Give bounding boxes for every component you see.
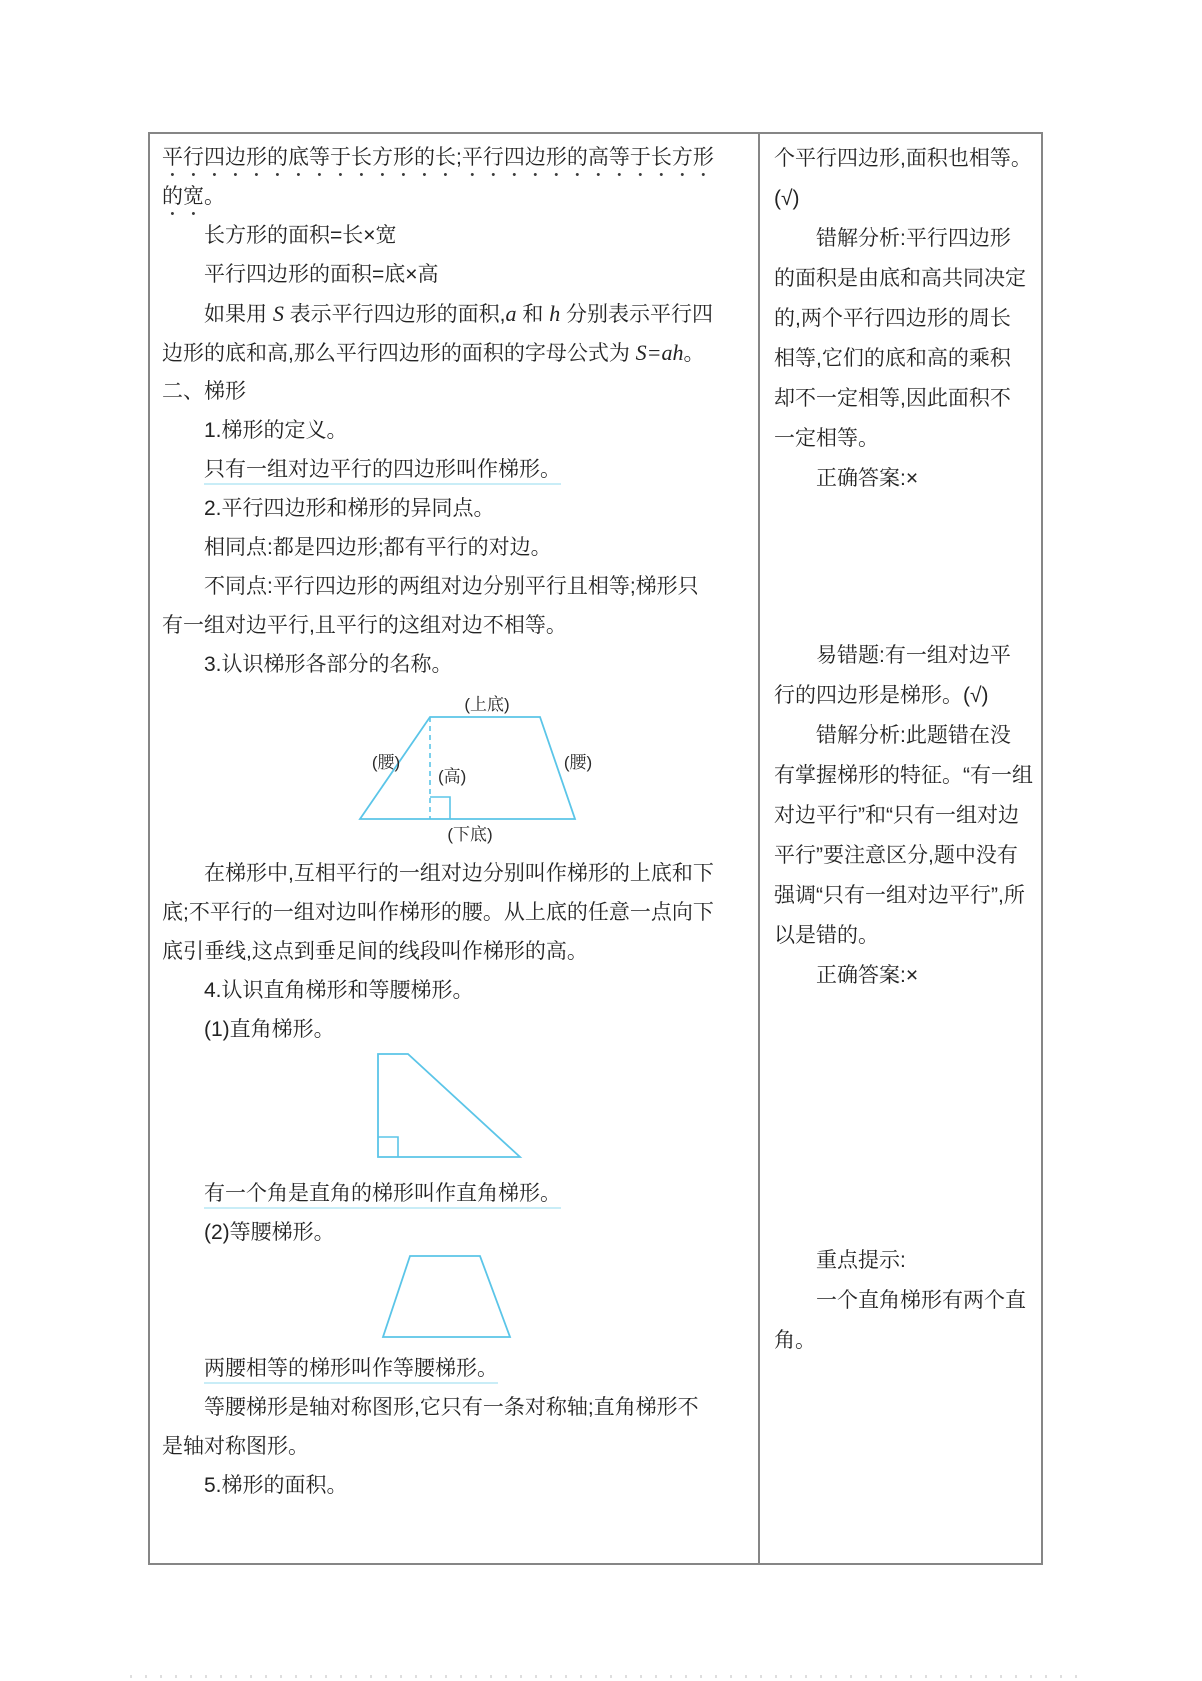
top-base-label: (上底) (464, 695, 510, 714)
item-isosceles-trapezoid: (2)等腰梯形。 (204, 1221, 335, 1244)
underlined-text: 两腰相等的梯形叫作等腰梯形。 (204, 1357, 498, 1384)
error-prone-question: 易错题:有一组对边平 (816, 644, 1011, 667)
underlined-text: 只有一组对边平行的四边形叫作梯形。 (204, 458, 561, 485)
correct-answer: 正确答案:× (816, 467, 919, 490)
formula-rectangle-area: 长方形的面积=长×宽 (204, 224, 397, 247)
definition-underlined (162, 1349, 758, 1388)
error-analysis-heading: 错解分析:此题错在没 (816, 724, 1011, 747)
right-leg-label: (腰) (563, 753, 593, 772)
right-trapezoid-diagram (370, 1049, 540, 1174)
notes-table (148, 132, 1043, 1565)
text-run: 。 (683, 342, 705, 365)
text-line: 强调“只有一组对边平行”,所 (774, 884, 1025, 907)
item-trapezoid-parts: 3.认识梯形各部分的名称。 (204, 653, 453, 676)
isosceles-trapezoid-shape (383, 1256, 510, 1337)
text-line: 对边平行”和“只有一组对边 (774, 804, 1019, 827)
text-line: 角。 (774, 1329, 816, 1352)
definition-underlined (162, 450, 758, 489)
text-run: 和 (516, 303, 550, 326)
text-run: 如果用 (204, 303, 273, 326)
section-heading-trapezoid: 二、梯形 (162, 380, 246, 403)
item-right-trapezoid: (1)直角梯形。 (204, 1018, 335, 1041)
key-point-heading: 重点提示: (816, 1249, 906, 1272)
text-line (162, 294, 758, 333)
text-line (162, 177, 758, 216)
item-trapezoid-definition: 1.梯形的定义。 (204, 419, 348, 442)
text-line: 相同点:都是四边形;都有平行的对边。 (204, 536, 552, 559)
text-line: 底引垂线,这点到垂足间的线段叫作梯形的高。 (162, 940, 588, 963)
text-line: 在梯形中,互相平行的一组对边分别叫作梯形的上底和下 (204, 862, 714, 885)
text-line: 相等,它们的底和高的乘积 (774, 347, 1011, 370)
isosceles-trapezoid-diagram (375, 1252, 525, 1349)
text-line: 不同点:平行四边形的两组对边分别平行且相等;梯形只 (204, 575, 699, 598)
underlined-text: 有一个角是直角的梯形叫作直角梯形。 (204, 1182, 561, 1209)
item-trapezoid-area: 5.梯形的面积。 (204, 1474, 348, 1497)
text-line: 一个直角梯形有两个直 (816, 1289, 1026, 1312)
text-line: 却不一定相等,因此面积不 (774, 387, 1011, 410)
item-special-trapezoids: 4.认识直角梯形和等腰梯形。 (204, 979, 474, 1002)
text-line: 平行四边形的底等于长方形的长;平行四边形的高等于长方形 (162, 146, 714, 169)
text-line: 平行”要注意区分,题中没有 (774, 844, 1018, 867)
isosceles-trapezoid-figure (162, 1252, 758, 1349)
text-line: 有一组对边平行,且平行的这组对边不相等。 (162, 614, 567, 637)
text-line: 等腰梯形是轴对称图形,它只有一条对称轴;直角梯形不 (204, 1396, 699, 1419)
right-trapezoid-figure (162, 1049, 758, 1174)
text-line: 底;不平行的一组对边叫作梯形的腰。从上底的任意一点向下 (162, 901, 714, 924)
right-angle-mark (430, 797, 450, 819)
bottom-base-label: (下底) (447, 825, 493, 844)
trapezoid-parts-figure (162, 684, 758, 854)
correct-answer: 正确答案:× (816, 964, 919, 987)
error-analysis-heading: 错解分析:平行四边形 (816, 227, 1011, 250)
right-trapezoid-shape (378, 1054, 520, 1157)
text-line (162, 333, 758, 372)
text-line: 是轴对称图形。 (162, 1435, 309, 1458)
text-run: 边形的底和高,那么平行四边形的面积的字母公式为 (162, 342, 636, 365)
text-run: 。 (204, 185, 225, 208)
formula-parallelogram-area: 平行四边形的面积=底×高 (204, 263, 439, 286)
text-line: 的,两个平行四边形的周长 (774, 307, 1011, 330)
text-run: 表示平行四边形的面积, (283, 303, 506, 326)
text-line: 一定相等。 (774, 427, 879, 450)
text-line: 的面积是由底和高共同决定 (774, 267, 1026, 290)
trapezoid-diagram (320, 684, 620, 854)
text-line: 个平行四边形,面积也相等。 (774, 147, 1032, 170)
error-analysis-column (760, 134, 1041, 1563)
variable-a: a (505, 301, 517, 326)
item-similarities-differences: 2.平行四边形和梯形的异同点。 (204, 497, 495, 520)
height-label: (高) (438, 767, 467, 786)
check-mark-answer: (√) (774, 187, 800, 210)
variable-S: S (272, 301, 284, 326)
emphasized-text: 的宽 (162, 185, 204, 208)
text-line: 行的四边形是梯形。(√) (774, 684, 989, 707)
text-line: 有掌握梯形的特征。“有一组 (774, 764, 1033, 787)
text-run: 分别表示平行四 (560, 303, 714, 326)
right-angle-mark (378, 1137, 398, 1157)
main-notes-column (150, 134, 760, 1563)
formula-S-equals-ah: S=ah (635, 340, 684, 365)
text-line: 以是错的。 (774, 924, 879, 947)
cut-off-next-page-text (130, 1675, 1090, 1678)
left-leg-label: (腰) (371, 753, 401, 772)
variable-h: h (549, 301, 561, 326)
definition-underlined (162, 1174, 758, 1213)
